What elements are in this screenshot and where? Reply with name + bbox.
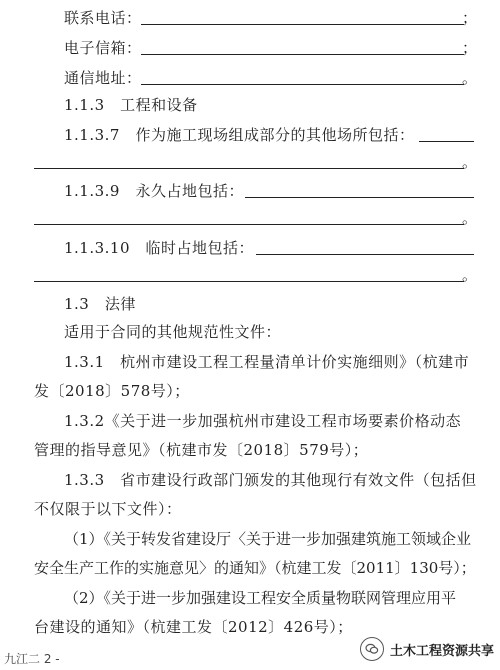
- clause-1-1-3-7-end: 。: [462, 153, 478, 171]
- contact-phone-blank: [141, 24, 464, 25]
- watermark: [360, 637, 494, 661]
- item-2-line1: （2）《关于进一步加强建设工程安全质量物联网管理应用平: [64, 589, 457, 607]
- clause-1-1-3-7-text: 1.1.3.7 作为施工现场组成部分的其他场所包括：: [64, 126, 415, 144]
- item-1-line1: （1）《关于转发省建设厅〈关于进一步加强建筑施工领域企业: [64, 530, 472, 548]
- clause-1-3-3-line2: 不仅限于以下文件）：: [34, 500, 182, 518]
- contact-phone-label: 联系电话：: [64, 9, 142, 27]
- clause-1-1-3-9-text: 1.1.3.9 永久占地包括：: [64, 182, 244, 200]
- clause-1-3-1-line2: 发〔2018〕578号）；: [34, 382, 190, 400]
- address-end: 。: [462, 69, 478, 87]
- clause-1-1-3-10-text: 1.1.3.10 临时占地包括：: [64, 239, 255, 257]
- footer-mark-text: 九江二 2 -: [4, 652, 60, 666]
- watermark-text: 土木工程资源共享: [389, 643, 494, 659]
- clause-1-1-3-10-blank-a: [256, 254, 474, 255]
- clause-1-1-3-7-blank-b: [34, 168, 464, 169]
- clause-1-3-2-line1: 1.3.2《关于进一步加强杭州市建设工程市场要素价格动态: [64, 412, 462, 430]
- applicable-docs-intro: 适用于合同的其他规范性文件：: [64, 323, 282, 341]
- clause-1-1-3-10-blank-b: [34, 281, 464, 282]
- email-end: ；: [462, 39, 478, 57]
- clause-1-1-3-9-end: 。: [462, 209, 478, 227]
- address-blank: [141, 84, 464, 85]
- email-label: 电子信箱：: [64, 39, 142, 57]
- item-2-line2: 台建设的通知》（杭建工发〔2012〕426号）；: [34, 618, 353, 636]
- clause-1-1-3-9-blank-a: [245, 197, 474, 198]
- clause-1-1-3-7-blank-a: [419, 141, 474, 142]
- address-label: 通信地址：: [64, 69, 142, 87]
- page-number-mark: [4, 650, 60, 667]
- clause-1-1-3-9-blank-b: [34, 224, 464, 225]
- section-1-3-heading: 1.3 法律: [64, 295, 136, 313]
- clause-1-3-1-line1: 1.3.1 杭州市建设工程工程量清单计价实施细则》（杭建市: [64, 353, 470, 371]
- clause-1-1-3-10-end: 。: [462, 266, 478, 284]
- clause-1-3-3-line1: 1.3.3 省市建设行政部门颁发的其他现行有效文件（包括但: [64, 471, 477, 489]
- email-blank: [141, 54, 464, 55]
- clause-1-3-2-line2: 管理的指导意见》（杭建市发〔2018〕579号）；: [34, 441, 369, 459]
- contact-phone-end: ；: [462, 9, 478, 27]
- section-1-1-3-heading: 1.1.3 工程和设备: [64, 96, 198, 114]
- wechat-icon: [360, 637, 384, 661]
- item-1-line2: 安全生产工作的实施意见〉的通知》（杭建工发〔2011〕130号）；: [34, 559, 476, 577]
